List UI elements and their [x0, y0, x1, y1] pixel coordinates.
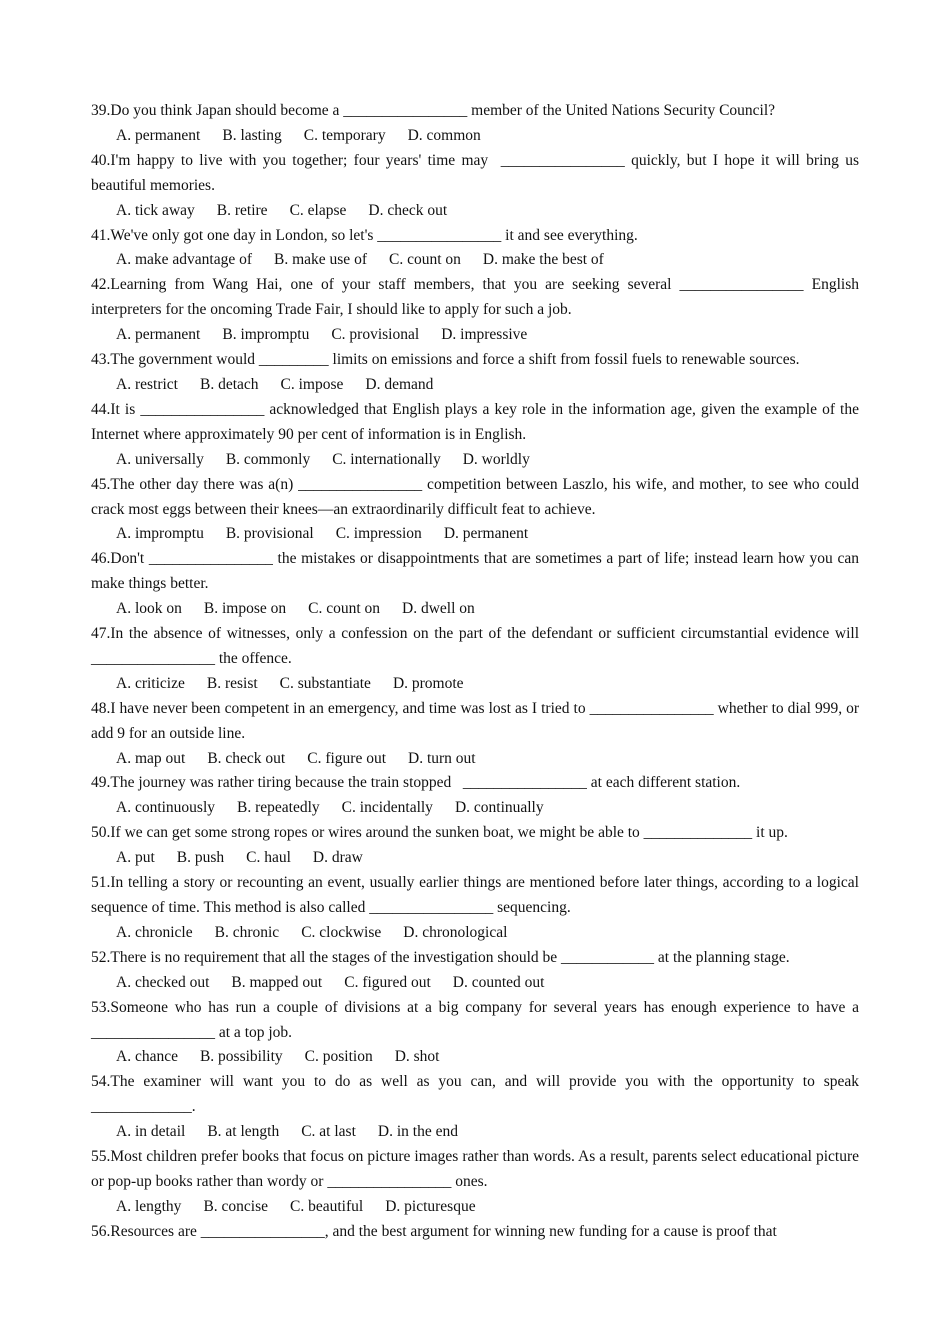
answer-option: C. beautiful [290, 1197, 364, 1215]
answer-option: B. mapped out [231, 973, 323, 991]
answer-option: D. make the best of [482, 251, 604, 269]
answer-option: C. elapse [289, 201, 347, 219]
question-item [91, 473, 863, 548]
answer-options [91, 323, 859, 348]
question-item [91, 622, 863, 697]
answer-option: A. in detail [116, 1123, 186, 1141]
question-item [91, 224, 859, 274]
answer-option: D. counted out [452, 973, 545, 991]
answer-option: D. dwell on [402, 600, 475, 618]
answer-option: C. temporary [303, 126, 386, 144]
answer-option: B. resist [206, 674, 258, 692]
answer-option: C. provisional [331, 326, 420, 344]
answer-options [91, 124, 859, 149]
question-item [91, 946, 859, 996]
question-item [91, 149, 863, 224]
question-stem: 44.It is ________________ acknowledged that English plays a key role in the information age, given the example of the Internet where approximately 90 per cent of information is in English. [91, 400, 863, 443]
answer-option: A. universally [116, 450, 204, 468]
answer-option: B. push [176, 849, 225, 867]
answer-option: B. impromptu [222, 326, 310, 344]
answer-option: D. draw [312, 849, 363, 867]
answer-option: B. retire [216, 201, 268, 219]
answer-option: C. at last [301, 1123, 356, 1141]
question-item [91, 771, 859, 821]
answer-options [91, 522, 859, 547]
answer-options [91, 1045, 859, 1070]
answer-option: A. chance [116, 1048, 178, 1066]
answer-option: C. position [304, 1048, 373, 1066]
answer-option: B. impose on [203, 600, 287, 618]
question-stem: 55.Most children prefer books that focus on picture images rather than words. As a result, parents select educational picture or pop-up books rather than wordy or ________________ ones. [91, 1148, 863, 1190]
answer-options [91, 1120, 859, 1145]
answer-option: C. figure out [307, 749, 387, 767]
answer-option: B. at length [207, 1123, 280, 1141]
answer-option: C. count on [388, 251, 461, 269]
answer-options [91, 597, 859, 622]
answer-option: B. check out [207, 749, 286, 767]
question-item [91, 273, 863, 348]
answer-options [91, 921, 859, 946]
question-stem: 50.If we can get some strong ropes or wires around the sunken boat, we might be able to ______________ it up. [91, 824, 788, 842]
answer-options [91, 448, 859, 473]
answer-options [91, 1195, 859, 1220]
answer-option: C. clockwise [301, 923, 382, 941]
answer-options [91, 248, 859, 273]
answer-option: B. chronic [214, 923, 280, 941]
answer-option: A. permanent [116, 326, 201, 344]
question-stem: 42.Learning from Wang Hai, one of your staff members, that you are seeking several ________________ English interpreters for the oncoming Trade Fair, I should like to apply for such a job. [91, 276, 863, 319]
answer-option: D. in the end [377, 1123, 458, 1141]
answer-options [91, 971, 859, 996]
answer-option: C. figured out [344, 973, 431, 991]
answer-option: D. promote [392, 674, 464, 692]
question-stem: 41.We've only got one day in London, so let's ________________ it and see everything. [91, 226, 638, 244]
answer-option: C. substantiate [279, 674, 371, 692]
answer-option: D. permanent [443, 525, 529, 543]
answer-option: D. worldly [462, 450, 530, 468]
question-stem: 43.The government would _________ limits on emissions and force a shift from fossil fuels to renewable sources. [91, 351, 800, 369]
answer-option: D. turn out [408, 749, 476, 767]
question-item [91, 547, 863, 622]
answer-option: A. make advantage of [116, 251, 252, 269]
answer-option: D. picturesque [385, 1197, 476, 1215]
answer-option: B. repeatedly [237, 799, 320, 817]
answer-option: A. map out [116, 749, 186, 767]
question-stem: 40.I'm happy to live with you together; four years' time may ________________ quickly, but I hope it will bring us beautiful memories. [91, 151, 863, 194]
question-stem: 52.There is no requirement that all the stages of the investigation should be ____________ at the planning stage. [91, 948, 790, 966]
answer-options [91, 796, 859, 821]
answer-option: B. possibility [199, 1048, 283, 1066]
answer-option: C. count on [308, 600, 381, 618]
answer-option: D. common [407, 126, 481, 144]
answer-option: B. detach [199, 375, 259, 393]
question-stem: 48.I have never been competent in an emergency, and time was lost as I tried to ________________ whether to dial 999, or add 9 for an outside line. [91, 699, 863, 742]
question-stem: 46.Don't ________________ the mistakes or disappointments that are sometimes a part of life; instead learn how you can make things better. [91, 550, 863, 593]
answer-option: D. check out [368, 201, 448, 219]
answer-option: A. lengthy [116, 1197, 182, 1215]
answer-options [91, 373, 859, 398]
question-stem: 54.The examiner will want you to do as well as you can, and will provide you with the opportunity to speak _____________. [91, 1073, 863, 1116]
answer-option: D. impressive [441, 326, 528, 344]
answer-option: A. chronicle [116, 923, 193, 941]
answer-option: C. internationally [332, 450, 441, 468]
answer-option: D. chronological [403, 923, 508, 941]
answer-options [91, 846, 859, 871]
question-stem: 39.Do you think Japan should become a ________________ member of the United Nations Security Council? [91, 102, 776, 119]
question-stem: 51.In telling a story or recounting an event, usually earlier things are mentioned before later things, according to a logical sequence of time. This method is also called ________________ sequencing. [91, 874, 863, 916]
question-item [91, 1220, 859, 1245]
answer-option: A. tick away [116, 201, 195, 219]
answer-options [91, 199, 859, 224]
answer-option: D. shot [394, 1048, 440, 1066]
answer-option: B. provisional [225, 525, 314, 543]
answer-option: A. look on [116, 600, 182, 618]
answer-option: B. commonly [225, 450, 311, 468]
answer-option: C. haul [246, 849, 291, 867]
question-item [91, 996, 863, 1071]
answer-options [91, 672, 859, 697]
question-item [91, 398, 863, 473]
answer-option: C. impose [280, 375, 344, 393]
question-stem: 56.Resources are ________________, and the best argument for winning new funding for a cause is proof that [91, 1222, 777, 1240]
answer-option: B. make use of [274, 251, 367, 269]
question-item [91, 99, 859, 149]
question-stem: 53.Someone who has run a couple of divisions at a big company for several years has enough experience to have a ________________ at a top job. [91, 998, 863, 1041]
question-list [91, 99, 863, 1245]
answer-option: A. permanent [116, 126, 201, 144]
question-item [91, 1145, 863, 1220]
answer-options [91, 747, 859, 772]
question-stem: 49.The journey was rather tiring because the train stopped ________________ at each different station. [91, 774, 741, 792]
question-item [91, 1070, 863, 1145]
question-item [91, 348, 859, 398]
answer-option: A. put [116, 849, 155, 867]
question-stem: 45.The other day there was a(n) ________________ competition between Laszlo, his wife, and mother, to see who could crack most eggs between their knees—an extraordinarily difficult feat to achieve. [91, 475, 863, 518]
question-stem: 47.In the absence of witnesses, only a confession on the part of the defendant or sufficient circumstantial evidence will ________________ the offence. [91, 625, 863, 667]
answer-option: C. incidentally [341, 799, 433, 817]
answer-option: B. concise [203, 1197, 269, 1215]
answer-option: A. impromptu [116, 525, 204, 543]
answer-option: A. checked out [116, 973, 210, 991]
answer-option: A. restrict [116, 375, 178, 393]
answer-option: C. impression [335, 525, 422, 543]
question-item [91, 697, 863, 772]
answer-option: A. continuously [116, 799, 216, 817]
answer-option: A. criticize [116, 674, 185, 692]
answer-option: D. continually [454, 799, 544, 817]
answer-option: D. demand [365, 375, 434, 393]
answer-option: B. lasting [222, 126, 282, 144]
question-item [91, 821, 859, 871]
question-item [91, 871, 863, 946]
